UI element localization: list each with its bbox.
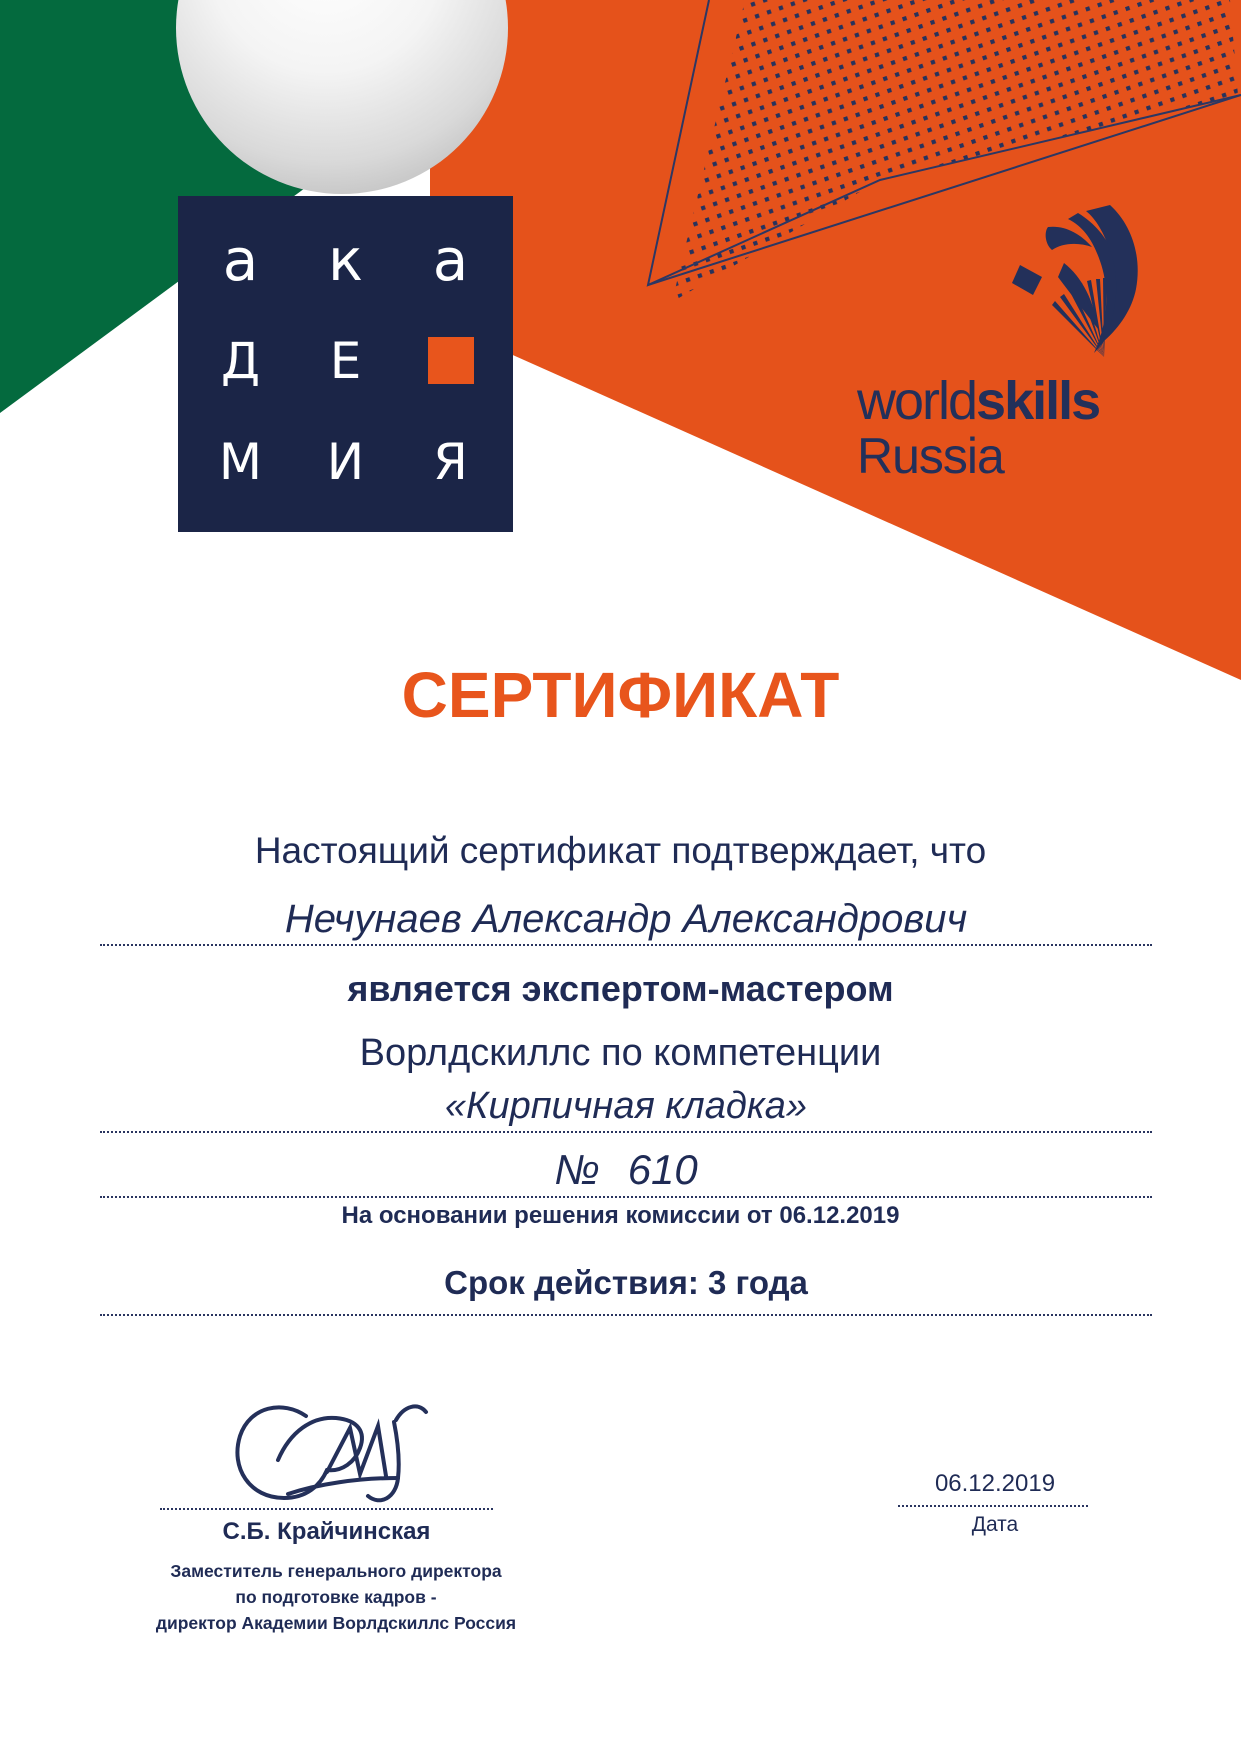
worldskills-wordmark bbox=[857, 371, 1100, 484]
holder-name-row bbox=[100, 888, 1152, 946]
academy-letter: а bbox=[222, 226, 259, 295]
validity-text: Срок действия: 3 года bbox=[444, 1264, 808, 1301]
worldskills-russia: Russia bbox=[857, 428, 1004, 484]
role-line2: Ворлдскиллс по компетенции bbox=[359, 1032, 882, 1074]
academy-letter: Е bbox=[329, 331, 362, 390]
academy-letter: к bbox=[327, 226, 364, 295]
signatory-title-line2: по подготовке кадров - bbox=[235, 1587, 437, 1607]
academy-logo bbox=[178, 196, 513, 532]
certificate-title: СЕРТИФИКАТ bbox=[401, 659, 840, 731]
date-value: 06.12.2019 bbox=[934, 1470, 1056, 1497]
basis-text: На основании решения комиссии от 06.12.2019 bbox=[341, 1202, 900, 1229]
competence-row bbox=[100, 1076, 1152, 1133]
certificate-number-label: № bbox=[554, 1146, 600, 1193]
signatory-title bbox=[116, 1558, 556, 1636]
date-label: Дата bbox=[971, 1513, 1019, 1536]
worldskills-skills: skills bbox=[976, 371, 1100, 431]
role-line1: является экспертом-мастером bbox=[347, 968, 894, 1009]
signature-image bbox=[228, 1398, 443, 1523]
signatory-title-line3: директор Академии Ворлдскиллс Россия bbox=[155, 1613, 517, 1633]
academy-letter: М bbox=[218, 432, 263, 491]
holder-name: Нечунаев Александр Александрович bbox=[284, 897, 968, 941]
certificate-number-value: 610 bbox=[627, 1146, 698, 1193]
signature-line bbox=[160, 1508, 493, 1510]
academy-letter: а bbox=[432, 226, 469, 295]
academy-letter: И bbox=[326, 432, 365, 491]
validity-row bbox=[100, 1256, 1152, 1316]
worldskills-wordmark-line1 bbox=[857, 371, 1100, 431]
academy-orange-square-icon bbox=[428, 337, 474, 384]
certificate-number-row bbox=[100, 1145, 1152, 1198]
intro-text: Настоящий сертификат подтверждает, что bbox=[254, 830, 987, 871]
academy-letter: Д bbox=[220, 331, 261, 390]
worldskills-word: world bbox=[857, 371, 977, 431]
academy-letter: Я bbox=[433, 432, 468, 491]
date-line bbox=[898, 1505, 1088, 1507]
competence-name: «Кирпичная кладка» bbox=[444, 1085, 808, 1127]
signatory-name: С.Б. Крайчинская bbox=[222, 1518, 431, 1545]
signatory-title-line1: Заместитель генерального директора bbox=[170, 1561, 502, 1581]
